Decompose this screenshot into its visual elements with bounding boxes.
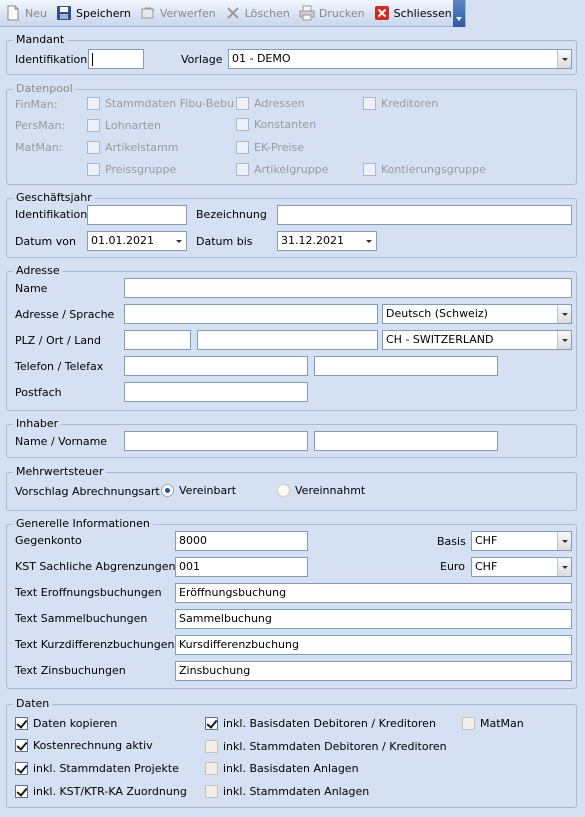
- text-eroeffnung-label: Text Eroffnungsbuchungen: [15, 586, 162, 599]
- gj-identifikation-input[interactable]: [87, 205, 187, 225]
- preissgruppe-checkbox[interactable]: Preissgruppe: [87, 163, 176, 176]
- new-button[interactable]: [3, 2, 51, 24]
- discard-button[interactable]: [138, 2, 220, 24]
- matman-checkbox[interactable]: MatMan: [462, 717, 524, 730]
- text-kurs-input[interactable]: Kursdifferenzbuchung: [175, 635, 572, 655]
- bezeichnung-label: Bezeichnung: [196, 208, 267, 221]
- ksa-label: KST Sachliche Abgrenzungen: [15, 560, 176, 573]
- discard-label: Verwerfen: [159, 6, 216, 20]
- inhaber-vorname-input[interactable]: [314, 431, 498, 451]
- ort-input[interactable]: [197, 330, 378, 350]
- inhaber-name-input[interactable]: [124, 431, 308, 451]
- euro-combo[interactable]: [471, 557, 572, 577]
- ksa-input[interactable]: 001: [175, 557, 308, 577]
- kontierungsgruppe-checkbox[interactable]: Kontierungsgruppe: [363, 163, 486, 176]
- telefon-telefax-label: Telefon / Telefax: [15, 360, 104, 373]
- save-button[interactable]: [54, 2, 135, 24]
- text-sammel-label: Text Sammelbuchungen: [15, 612, 148, 625]
- text-eroeffnung-input[interactable]: Eröffnungsbuchung: [175, 583, 572, 603]
- datum-von-dropdown-icon[interactable]: [172, 232, 186, 250]
- bezeichnung-input[interactable]: [277, 205, 572, 225]
- finman-label: FinMan:: [15, 98, 58, 111]
- text-cursor: [92, 53, 93, 66]
- mandant-legend: Mandant: [13, 33, 67, 47]
- stammdaten-fibu-checkbox[interactable]: Stammdaten Fibu-Bebu: [87, 97, 234, 110]
- land-combo[interactable]: [382, 330, 572, 350]
- plz-input[interactable]: [124, 330, 191, 350]
- discard-icon: [140, 5, 156, 21]
- konstanten-checkbox[interactable]: Konstanten: [236, 118, 316, 131]
- text-zins-label: Text Zinsbuchungen: [15, 664, 126, 677]
- persman-label: PersMan:: [15, 119, 66, 132]
- name-input[interactable]: [124, 278, 572, 298]
- kreditoren-checkbox[interactable]: Kreditoren: [363, 97, 438, 110]
- land-value: CH - SWITZERLAND: [386, 333, 494, 346]
- euro-dropdown-arrow-icon[interactable]: [557, 558, 571, 576]
- datum-von-label: Datum von: [15, 235, 76, 248]
- toolbar-overflow-grip[interactable]: [453, 0, 465, 27]
- datum-von-value: 01.01.2021: [91, 234, 154, 247]
- artikelgruppe-checkbox[interactable]: Artikelgruppe: [236, 163, 328, 176]
- sprache-combo[interactable]: [382, 304, 572, 324]
- close-button[interactable]: [372, 2, 456, 24]
- datum-bis-label: Datum bis: [196, 235, 253, 248]
- mandant-identifikation-label: Identifikation: [15, 53, 88, 66]
- basis-combo[interactable]: [471, 531, 572, 551]
- datum-bis-value: 31.12.2021: [281, 234, 344, 247]
- datenpool-legend: Datenpool: [13, 82, 76, 96]
- sprache-value: Deutsch (Schweiz): [386, 307, 488, 320]
- inhaber-legend: Inhaber: [13, 417, 61, 431]
- gegenkonto-label: Gegenkonto: [15, 534, 82, 547]
- name-label: Name: [15, 282, 48, 295]
- basis-dropdown-arrow-icon[interactable]: [557, 532, 571, 550]
- vereinnahmt-radio[interactable]: Vereinnahmt: [277, 484, 365, 497]
- print-button[interactable]: [297, 2, 369, 24]
- save-label: Speichern: [75, 6, 131, 20]
- basis-value: CHF: [475, 534, 498, 547]
- telefon-input[interactable]: [124, 356, 308, 376]
- daten-kopieren-checkbox[interactable]: Daten kopieren: [15, 717, 117, 730]
- vorlage-label: Vorlage: [181, 53, 223, 66]
- basisdaten-debkred-checkbox[interactable]: inkl. Basisdaten Debitoren / Kreditoren: [205, 717, 436, 730]
- close-icon: [374, 5, 390, 21]
- mandant-identifikation-input[interactable]: [88, 49, 144, 69]
- datum-von-picker[interactable]: [87, 231, 187, 251]
- stammdaten-projekte-checkbox[interactable]: inkl. Stammdaten Projekte: [15, 762, 179, 775]
- datum-bis-picker[interactable]: [277, 231, 377, 251]
- basisdaten-anlagen-checkbox[interactable]: inkl. Basisdaten Anlagen: [205, 762, 359, 775]
- vorlage-combo[interactable]: [228, 49, 572, 69]
- stammdaten-debkred-checkbox[interactable]: inkl. Stammdaten Debitoren / Kreditoren: [205, 740, 447, 753]
- text-zins-input[interactable]: Zinsbuchung: [175, 661, 572, 681]
- print-label: Drucken: [318, 6, 365, 20]
- delete-label: Löschen: [244, 6, 290, 20]
- delete-x-icon: [225, 5, 241, 21]
- land-dropdown-arrow-icon[interactable]: [557, 331, 571, 349]
- delete-button[interactable]: [223, 2, 294, 24]
- postfach-label: Postfach: [15, 386, 62, 399]
- kst-ktr-zuordnung-checkbox[interactable]: inkl. KST/KTR-KA Zuordnung: [15, 785, 187, 798]
- telefax-input[interactable]: [314, 356, 498, 376]
- ek-preise-checkbox[interactable]: EK-Preise: [236, 141, 304, 154]
- adressen-checkbox[interactable]: Adressen: [236, 97, 305, 110]
- daten-legend: Daten: [13, 697, 52, 711]
- new-document-icon: [5, 5, 21, 21]
- sprache-dropdown-arrow-icon[interactable]: [557, 305, 571, 323]
- gegenkonto-input[interactable]: 8000: [175, 531, 308, 551]
- stammdaten-anlagen-checkbox[interactable]: inkl. Stammdaten Anlagen: [205, 785, 369, 798]
- toolbar: [0, 0, 466, 27]
- matman-label: MatMan:: [15, 141, 63, 154]
- lohnarten-checkbox[interactable]: Lohnarten: [87, 119, 161, 132]
- vorlage-dropdown-arrow-icon[interactable]: [557, 50, 571, 68]
- artikelstamm-checkbox[interactable]: Artikelstamm: [87, 141, 178, 154]
- gj-identifikation-label: Identifikation: [15, 208, 88, 221]
- mwst-legend: Mehrwertsteuer: [13, 465, 106, 479]
- close-label: Schliessen: [393, 6, 452, 20]
- name-vorname-label: Name / Vorname: [15, 435, 108, 448]
- kostenrechnung-aktiv-checkbox[interactable]: Kostenrechnung aktiv: [15, 739, 153, 752]
- adresse-legend: Adresse: [13, 264, 63, 278]
- print-icon: [299, 5, 315, 21]
- basis-label: Basis: [437, 535, 466, 548]
- new-label: Neu: [25, 6, 47, 20]
- adresse-sprache-label: Adresse / Sprache: [15, 308, 115, 321]
- save-disk-icon: [56, 5, 72, 21]
- plz-ort-land-label: PLZ / Ort / Land: [15, 334, 102, 347]
- postfach-input[interactable]: [124, 382, 308, 402]
- euro-label: Euro: [440, 560, 465, 573]
- datum-bis-dropdown-icon[interactable]: [362, 232, 376, 250]
- vorlage-value: 01 - DEMO: [232, 52, 291, 65]
- vereinbart-radio[interactable]: Vereinbart: [161, 484, 236, 497]
- euro-value: CHF: [475, 560, 498, 573]
- generelle-legend: Generelle Informationen: [13, 517, 153, 531]
- adresse-input[interactable]: [124, 304, 378, 324]
- geschaeftsjahr-legend: Geschäftsjahr: [13, 191, 95, 205]
- vorschlag-abrechnungsart-label: Vorschlag Abrechnungsart: [15, 485, 160, 498]
- text-kurs-label: Text Kurzdifferenzbuchungen: [15, 638, 175, 651]
- text-sammel-input[interactable]: Sammelbuchung: [175, 609, 572, 629]
